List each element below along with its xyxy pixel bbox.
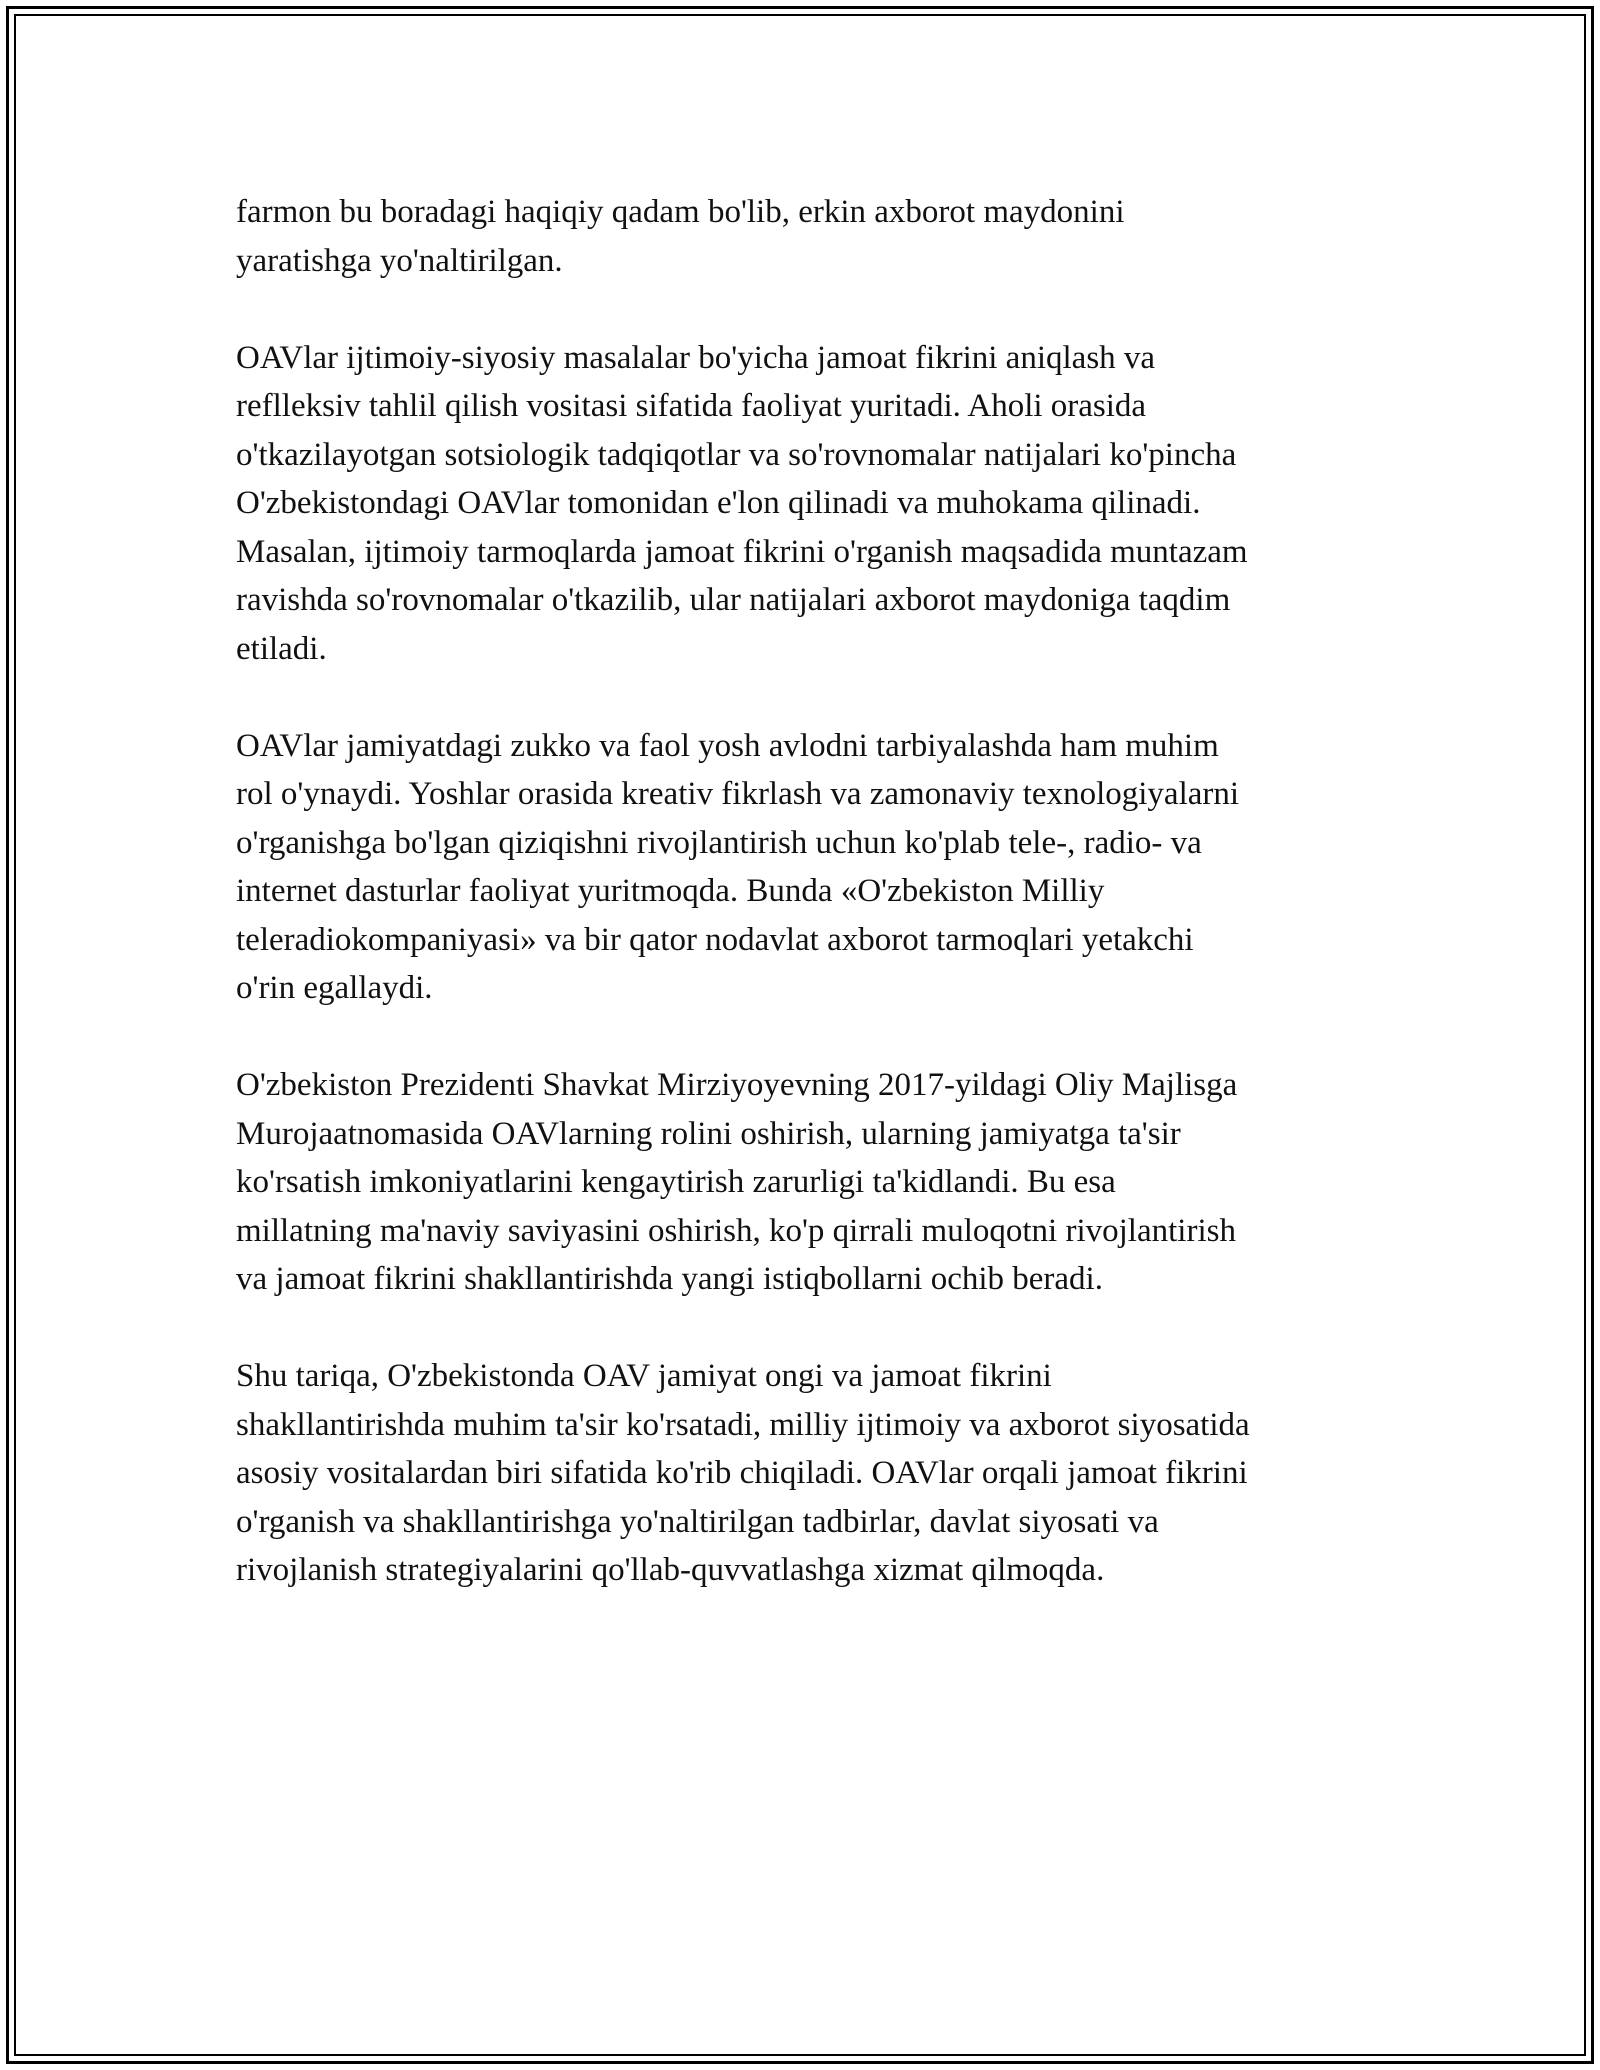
paragraph: farmon bu boradagi haqiqiy qadam bo'lib, erkin axborot maydonini yaratishga yo'naltirilgan. (236, 194, 1125, 279)
paragraph: Shu tariqa, O'zbekistonda OAV jamiyat ongi va jamoat fikrini shakllantirishda muhim ta'sir ko'rsatadi, milliy ijtimoiy va axborot siyosatida asosiy vositalardan biri sifatida ko'rib chiqiladi. OAVlar orqali jamoat fikrini o'rganish va shakllantirishga yo'naltirilgan tadbirlar, davlat siyosati va rivojlanish strategiyalarini qo'llab-quvvatlashga xizmat qilmoqda. (236, 1358, 1250, 1588)
paragraph: OAVlar ijtimoiy-siyosiy masalalar bo'yicha jamoat fikrini aniqlash va reflleksiv tahlil qilish vositasi sifatida faoliyat yuritadi. Aholi orasida o'tkazilayotgan sotsiologik tadqiqotlar va so'rovnomalar natijalari ko'pincha O'zbekistondagi OAVlar tomonidan e'lon qilinadi va muhokama qilinadi. Masalan, ijtimoiy tarmoqlarda jamoat fikrini o'rganish maqsadida muntazam ravishda so'rovnomalar o'tkazilib, ular natijalari axborot maydoniga taqdim etiladi. (236, 339, 1248, 667)
paragraph: OAVlar jamiyatdagi zukko va faol yosh avlodni tarbiyalashda ham muhim rol o'ynaydi. Yoshlar orasida kreativ fikrlash va zamonaviy texnologiyalarni o'rganishga bo'lgan qiziqishni rivojlantirish uchun ko'plab tele-, radio- va internet dasturlar faoliyat yuritmoqda. Bunda «O'zbekiston Milliy teleradiokompaniyasi» va bir qator nodavlat axborot tarmoqlari yetakchi o'rin egallaydi. (236, 727, 1240, 1006)
paragraph: O'zbekiston Prezidenti Shavkat Mirziyoyevning 2017-yildagi Oliy Majlisga Murojaatnomasida OAVlarning rolini oshirish, ularning jamiyatga ta'sir ko'rsatish imkoniyatlarini kengaytirish zarurligi ta'kidlandi. Bu esa millatning ma'naviy saviyasini oshirish, ko'p qirrali muloqotni rivojlantirish va jamoat fikrini shakllantirishda yangi istiqbollarni ochib beradi. (236, 1067, 1238, 1297)
document-body (236, 188, 1376, 1643)
